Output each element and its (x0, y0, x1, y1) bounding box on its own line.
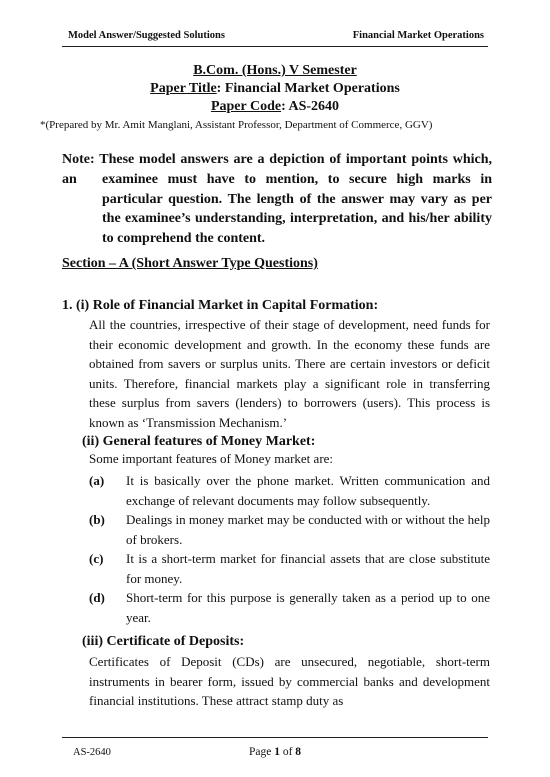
question-1-heading: 1. (i) Role of Financial Market in Capital Formation: (62, 298, 379, 313)
question-1-answer: All the countries, irrespective of their stage of development, need funds for their economic development and growth. In the economy these funds are obtained from savers or surplus units. There are certain investors or deficit units. Therefore, financial markets play a significant role in transferring these surplus from savers (lenders) to borrowers (users). This process is known as ‘Transmission Mechanism.’ (89, 317, 490, 430)
page-number: Page 1 of 8 (248, 746, 302, 758)
footer-divider (62, 737, 488, 738)
header-divider (62, 46, 488, 47)
question-3-answer: Certificates of Deposit (CDs) are unsecured, negotiable, short-term instruments in bearer form, issued by commercial banks and development financial institutions. These attract stamp duty as (89, 654, 490, 709)
prepared-by-line: *(Prepared by Mr. Amit Manglani, Assistant Professor, Department of Commerce, GGV) (40, 119, 433, 131)
question-3-heading: (iii) Certificate of Deposits: (82, 634, 245, 649)
question-2-intro: Some important features of Money market are: (89, 451, 334, 466)
course-title: B.Com. (Hons.) V Semester (193, 63, 357, 78)
footer-paper-code: AS-2640 (73, 747, 111, 758)
paper-code: Paper Code: AS-2640 (210, 99, 340, 114)
running-header-left: Model Answer/Suggested Solutions (68, 30, 225, 41)
document-page: Model Answer/Suggested Solutions Financial Market Operations B.Com. (Hons.) V Semester Paper Title: Financial Market Operations Paper Code: AS-2640 *(Prepared by Mr. Amit Manglani, Assistant Professor, Department of Commerce, GGV) Note: These model answers are a depiction of important points which, an examinee must have to mention, to secure high marks in particular question. The length of the answer may vary as per the examinee’s understanding, interpretation, and his/her ability to comprehend the content. Section – A (Short Answer Type Questions) 1. (i) Role of Financial Market in Capital Formation: All the countries, irrespective of their stage of development, need funds for their economic development and growth. In the economy these funds are obtained from savers or surplus units. There are certain investors or deficit units. Therefore, financial markets play a significant role in transferring these surplus from savers (lenders) to borrowers (users). This process is known as ‘Transmission Mechanism.’ (ii) General features of Money Market: Some important features of Money market are: (a) It is basically over the phone market. Written communication and exchange of relevant documents may follow subsequently. (b) Dealings in money market may be conducted with or without the help of brokers. (c) It is a short-term market for financial assets that are close substitute for money. (d) Short-term for this purpose is generally taken as a period up to one year. (iii) Certificate of Deposits: Certificates of Deposit (CDs) are unsecured, negotiable, short-term instruments in bearer form, issued by commercial banks and development financial institutions. These attract stamp duty as AS-2640 Page 1 of 8 (0, 0, 550, 777)
section-heading: Section – A (Short Answer Type Questions) (62, 256, 318, 271)
paper-title: Paper Title: Financial Market Operations (150, 81, 400, 96)
note-first-line: Note: These model answers are a depiction of important points which, an (62, 152, 493, 187)
note-text: examinee must have to mention, to secure high marks in particular question. The length of the answer may vary as per the examinee’s understanding, interpretation, and his/her ability to comprehend the content. (102, 171, 492, 247)
running-header-right: Financial Market Operations (352, 30, 484, 41)
question-2-heading: (ii) General features of Money Market: (82, 434, 316, 449)
